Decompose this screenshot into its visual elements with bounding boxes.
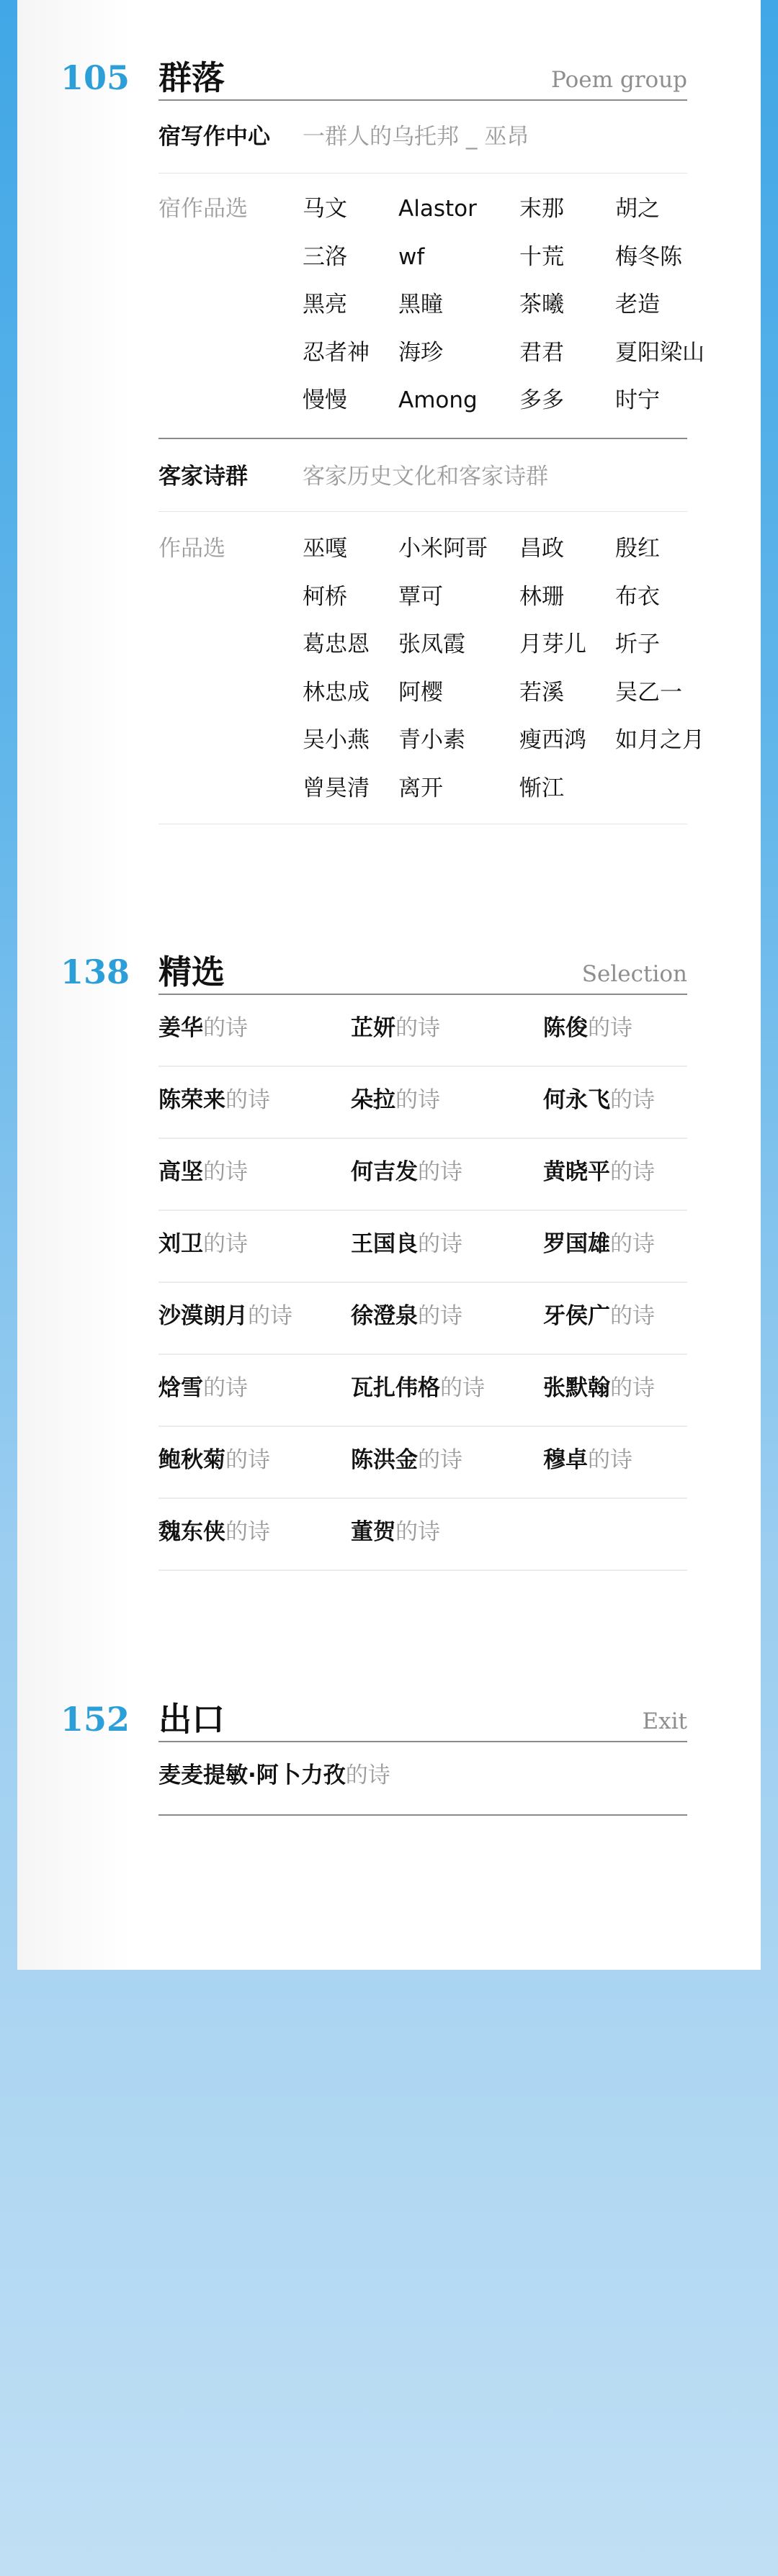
poem-entry	[158, 1760, 390, 1791]
poet-name: 陈荣来	[158, 1087, 225, 1113]
divider	[158, 1814, 687, 1816]
poem-suffix: 的诗	[588, 1015, 632, 1041]
poet-name: 姜华	[158, 1015, 203, 1041]
poet-name: 三洛	[303, 243, 347, 270]
poem-entry	[158, 1084, 270, 1116]
poem-suffix: 的诗	[203, 1015, 248, 1041]
poet-name: 鲍秋菊	[158, 1447, 225, 1473]
poet-name: 芷妍	[351, 1015, 395, 1041]
poem-entry	[543, 1084, 655, 1116]
poem-row	[158, 1427, 687, 1499]
poem-suffix: 的诗	[225, 1087, 270, 1113]
poem-entry	[351, 1372, 485, 1404]
poet-name: 何吉发	[351, 1159, 418, 1185]
poem-entry	[543, 1228, 655, 1260]
poem-suffix: 的诗	[203, 1375, 248, 1401]
poet-name: 如月之月	[615, 727, 705, 753]
poet-name: 吴乙一	[615, 679, 682, 706]
poem-entry	[543, 1012, 632, 1044]
poet-name: 马文	[303, 196, 347, 222]
poet-name: 高坚	[158, 1159, 203, 1185]
section-subtitle-en: Selection	[581, 961, 687, 987]
poet-name: 月芽儿	[519, 631, 586, 657]
poem-entry	[158, 1372, 248, 1404]
poem-suffix: 的诗	[203, 1231, 248, 1257]
poet-name: 何永飞	[543, 1087, 610, 1113]
poet-name: 吴小燕	[303, 727, 370, 753]
article-card	[17, 0, 761, 1970]
poem-entry	[543, 1444, 632, 1476]
poet-name: 穆卓	[543, 1447, 588, 1473]
poem-suffix: 的诗	[395, 1015, 440, 1041]
poet-name: 殷红	[615, 536, 660, 562]
poet-name: 离开	[398, 775, 443, 801]
poet-name: 黄晓平	[543, 1159, 610, 1185]
poem-suffix: 的诗	[395, 1519, 440, 1545]
section-subtitle-en: Poem group	[551, 67, 687, 93]
poem-entry	[351, 1444, 462, 1476]
group-description: 一群人的乌托邦 _ 巫昂	[303, 124, 529, 150]
poem-entry	[158, 1300, 292, 1332]
poem-entry	[543, 1372, 655, 1404]
poem-entry	[158, 1516, 270, 1548]
poet-name: 黑瞳	[398, 292, 443, 318]
name-grid	[303, 193, 735, 433]
poet-name: 小米阿哥	[398, 536, 488, 562]
poet-name: Alastor	[398, 196, 477, 222]
poet-name: 牙侯广	[543, 1303, 610, 1329]
poem-entry	[351, 1300, 462, 1332]
poem-entry	[351, 1084, 440, 1116]
poet-name: 陈洪金	[351, 1447, 418, 1473]
poet-name: 阿樱	[398, 679, 443, 706]
poem-suffix: 的诗	[588, 1447, 632, 1473]
poem-suffix: 的诗	[225, 1447, 270, 1473]
poem-entry	[543, 1300, 655, 1332]
poem-suffix: 的诗	[225, 1519, 270, 1545]
divider	[158, 173, 687, 174]
poet-name: Among	[398, 387, 478, 413]
section-number: 152	[61, 1700, 130, 1739]
poem-entry	[351, 1228, 462, 1260]
poem-suffix: 的诗	[610, 1159, 655, 1185]
poem-entry	[351, 1516, 440, 1548]
group-label: 宿写作中心	[158, 124, 270, 150]
poem-suffix: 的诗	[610, 1231, 655, 1257]
poet-name: 董贺	[351, 1519, 395, 1545]
poet-name: 麦麦提敏·阿卜力孜	[158, 1762, 346, 1788]
name-grid	[303, 533, 735, 820]
poet-name: 葛忠恩	[303, 631, 370, 657]
poem-entry	[158, 1444, 270, 1476]
poet-name: 巫嘎	[303, 536, 347, 562]
section-title: 精选	[158, 953, 225, 991]
poet-name: 柯桥	[303, 583, 347, 610]
poet-name: 王国良	[351, 1231, 418, 1257]
poet-name: 瓦扎伟格	[351, 1375, 440, 1401]
poet-name: 青小素	[398, 727, 465, 753]
section-subtitle-en: Exit	[642, 1708, 687, 1734]
poet-name: 罗国雄	[543, 1231, 610, 1257]
section-rule	[158, 1741, 687, 1742]
poem-suffix: 的诗	[203, 1159, 248, 1185]
poet-name: 焓雪	[158, 1375, 203, 1401]
poet-name: 惭江	[519, 775, 564, 801]
poet-name: 君君	[519, 339, 564, 366]
poet-name: 布衣	[615, 583, 660, 610]
poet-name: 瘦西鸿	[519, 727, 586, 753]
poet-name: 沙漠朗月	[158, 1303, 248, 1329]
poet-name: 慢慢	[303, 387, 347, 413]
divider	[158, 511, 687, 512]
poet-name: 十荒	[519, 243, 564, 270]
poem-suffix: 的诗	[610, 1087, 655, 1113]
poet-name: 若溪	[519, 679, 564, 706]
poet-name: 圻子	[615, 631, 660, 657]
poet-name: 刘卫	[158, 1231, 203, 1257]
group-label: 客家诗群	[158, 464, 248, 490]
poet-name: 张凤霞	[398, 631, 465, 657]
poet-name: 昌政	[519, 536, 564, 562]
poet-name: 朵拉	[351, 1087, 395, 1113]
poem-row	[158, 1139, 687, 1211]
poet-name: 黑亮	[303, 292, 347, 318]
poem-suffix: 的诗	[440, 1375, 485, 1401]
poem-entry	[158, 1156, 248, 1188]
poem-suffix: 的诗	[610, 1303, 655, 1329]
poem-suffix: 的诗	[395, 1087, 440, 1113]
poet-name: 徐澄泉	[351, 1303, 418, 1329]
selection-label: 宿作品选	[158, 196, 248, 222]
poet-name: 魏东侠	[158, 1519, 225, 1545]
section-title: 出口	[158, 1700, 225, 1739]
poem-row	[158, 1283, 687, 1355]
poem-row	[158, 1499, 687, 1571]
poem-row	[158, 995, 687, 1067]
poem-suffix: 的诗	[418, 1159, 462, 1185]
poem-entry	[158, 1012, 248, 1044]
group-description: 客家历史文化和客家诗群	[303, 464, 548, 490]
poem-suffix: 的诗	[248, 1303, 292, 1329]
poet-name: 胡之	[615, 196, 660, 222]
poet-name: 张默翰	[543, 1375, 610, 1401]
poet-name: 末那	[519, 196, 564, 222]
poet-name: 曾昊清	[303, 775, 370, 801]
poet-name: 老造	[615, 292, 660, 318]
poet-name: 梅冬陈	[615, 243, 682, 270]
poem-suffix: 的诗	[418, 1447, 462, 1473]
poet-name: 多多	[519, 387, 564, 413]
section-number: 105	[61, 58, 130, 97]
poet-name: 覃可	[398, 583, 443, 610]
poem-entry	[543, 1156, 655, 1188]
poem-suffix: 的诗	[610, 1375, 655, 1401]
section-title: 群落	[158, 58, 225, 97]
poem-suffix: 的诗	[418, 1303, 462, 1329]
poet-name: 海珍	[398, 339, 443, 366]
poem-entry	[158, 1228, 248, 1260]
poet-name: 林忠成	[303, 679, 370, 706]
poet-name: 忍者神	[303, 339, 370, 366]
poem-suffix: 的诗	[418, 1231, 462, 1257]
section-rule	[158, 99, 687, 101]
poet-name: 夏阳梁山	[615, 339, 705, 366]
poem-entry	[351, 1156, 462, 1188]
poet-name: 林珊	[519, 583, 564, 610]
poet-name: 时宁	[615, 387, 660, 413]
poet-name: 茶曦	[519, 292, 564, 318]
poet-name: wf	[398, 243, 425, 270]
poem-list	[158, 995, 687, 1571]
poet-name: 陈俊	[543, 1015, 588, 1041]
poem-row	[158, 1355, 687, 1427]
poem-row	[158, 1067, 687, 1139]
poem-row	[158, 1211, 687, 1283]
poem-suffix: 的诗	[345, 1762, 390, 1788]
divider	[158, 438, 687, 439]
section-number: 138	[61, 953, 130, 991]
poem-entry	[351, 1012, 440, 1044]
selection-label: 作品选	[158, 536, 225, 562]
